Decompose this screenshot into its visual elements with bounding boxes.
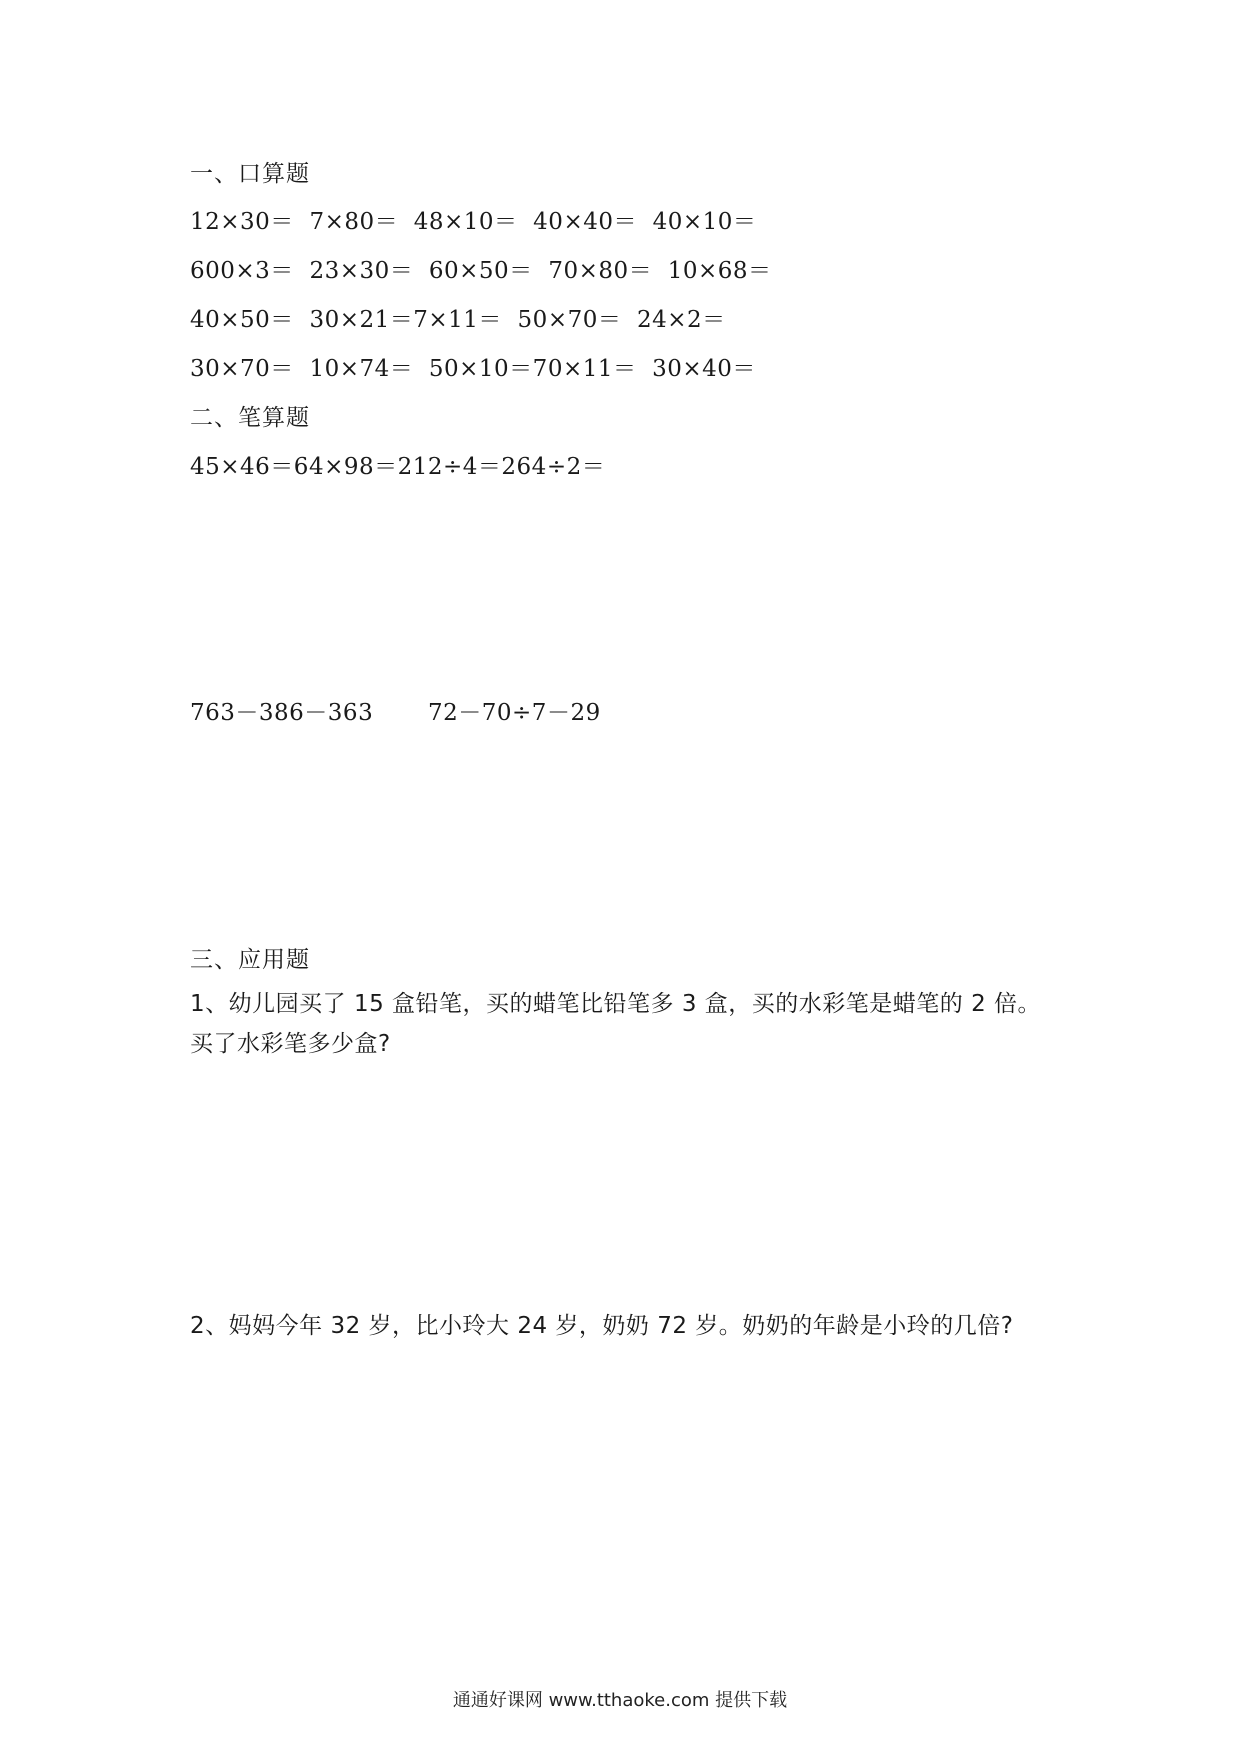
page-footer: 通通好课网 www.tthaoke.com 提供下载 — [452, 1690, 788, 1711]
oral-row-2 — [190, 255, 772, 287]
expr: 40×10＝ — [652, 209, 757, 235]
expr: 48×10＝ — [413, 209, 518, 235]
expr: 40×50＝ — [190, 307, 294, 333]
expr: 30×40＝ — [652, 356, 756, 382]
oral-row-4 — [190, 353, 756, 385]
expr: 30×21＝7×11＝ — [309, 307, 502, 333]
expr: 12×30＝ — [190, 209, 294, 235]
section1-title: 一、口算题 — [190, 161, 310, 187]
expr: 50×70＝ — [517, 307, 622, 333]
oral-row-3 — [190, 304, 726, 336]
written-expr-b: 72－70÷7－29 — [428, 700, 601, 726]
expr: 24×2＝ — [636, 307, 726, 333]
problem-1-line-1: 1、幼儿园买了 15 盒铅笔，买的蜡笔比铅笔多 3 盒，买的水彩笔是蜡笔的 2 倍。 — [190, 991, 1042, 1017]
expr: 7×80＝ — [309, 209, 399, 235]
expr: 10×74＝ — [309, 356, 414, 382]
written-row-1: 45×46＝64×98＝212÷4＝264÷2＝ — [190, 454, 606, 480]
expr: 50×10＝70×11＝ — [428, 356, 637, 382]
expr: 10×68＝ — [667, 258, 772, 284]
problem-2: 2、妈妈今年 32 岁，比小玲大 24 岁，奶奶 72 岁。奶奶的年龄是小玲的几倍? — [190, 1313, 1014, 1339]
expr: 600×3＝ — [190, 258, 294, 284]
problem-1 — [190, 984, 1070, 1064]
oral-row-1 — [190, 206, 756, 238]
expr: 70×80＝ — [548, 258, 653, 284]
expr: 60×50＝ — [428, 258, 533, 284]
section3-title: 三、应用题 — [190, 947, 310, 973]
expr: 30×70＝ — [190, 356, 294, 382]
expr: 23×30＝ — [309, 258, 414, 284]
expr: 40×40＝ — [533, 209, 637, 235]
problem-1-line-2: 买了水彩笔多少盒? — [190, 1031, 391, 1057]
section2-title: 二、笔算题 — [190, 405, 310, 431]
written-expr-a: 763－386－363 — [190, 700, 374, 726]
